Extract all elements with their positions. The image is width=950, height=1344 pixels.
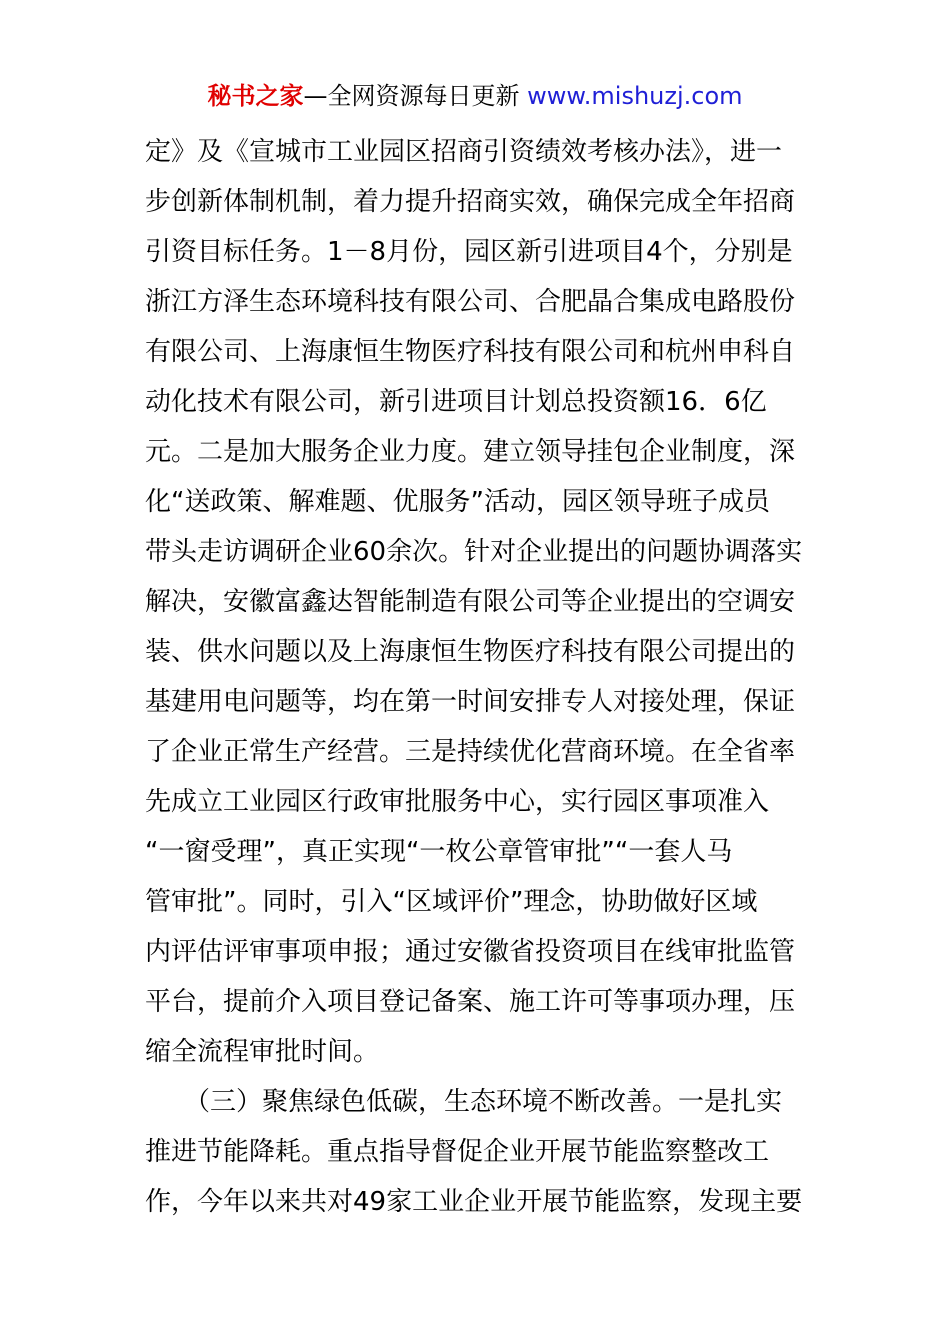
brand-name: 秘书之家	[207, 82, 304, 110]
text-line: 缩全流程审批时间。	[145, 1037, 380, 1067]
text-line: 化“送政策、解难题、优服务”活动，园区领导班子成员	[145, 487, 770, 517]
document-body	[145, 127, 813, 1227]
text-line: 解决，安徽富鑫达智能制造有限公司等企业提出的空调安	[145, 587, 796, 617]
text-line: 平台，提前介入项目登记备案、施工许可等事项办理，压	[145, 987, 796, 1017]
text-line: 步创新体制机制，着力提升招商实效，确保完成全年招商	[145, 187, 796, 217]
banner-slogan: —全网资源每日更新	[303, 82, 528, 110]
text-line: 动化技术有限公司，新引进项目计划总投资额16．6亿	[145, 387, 767, 417]
site-url-link[interactable]: www.mishuzj.com	[527, 82, 743, 110]
text-line: 先成立工业园区行政审批服务中心，实行园区事项准入	[145, 787, 770, 817]
text-line: 有限公司、上海康恒生物医疗科技有限公司和杭州申科自	[145, 337, 796, 367]
text-line: 引资目标任务。1－8月份，园区新引进项目4个，分别是	[145, 237, 793, 267]
text-line: 管审批”。同时，引入“区域评价”理念，协助做好区域	[145, 887, 758, 917]
text-line: 了企业正常生产经营。三是持续优化营商环境。在全省率	[145, 737, 796, 767]
text-line: 基建用电问题等，均在第一时间安排专人对接处理，保证	[145, 687, 796, 717]
text-line: 作，今年以来共对49家工业企业开展节能监察，发现主要	[145, 1187, 803, 1217]
text-line: 内评估评审事项申报；通过安徽省投资项目在线审批监管	[145, 937, 796, 967]
text-line: 定》及《宣城市工业园区招商引资绩效考核办法》，进一	[145, 137, 783, 167]
text-line: 装、供水问题以及上海康恒生物医疗科技有限公司提出的	[145, 637, 796, 667]
text-line: 带头走访调研企业60余次。针对企业提出的问题协调落实	[145, 537, 803, 567]
text-line: （三）聚焦绿色低碳，生态环境不断改善。一是扎实	[145, 1087, 783, 1117]
text-line: 浙江方泽生态环境科技有限公司、合肥晶合集成电路股份	[145, 287, 796, 317]
text-line: “一窗受理”，真正实现“一枚公章管审批”“一套人马	[145, 837, 733, 867]
text-line: 元。二是加大服务企业力度。建立领导挂包企业制度，深	[145, 437, 796, 467]
site-banner	[0, 80, 950, 112]
text-line: 推进节能降耗。重点指导督促企业开展节能监察整改工	[145, 1137, 770, 1167]
